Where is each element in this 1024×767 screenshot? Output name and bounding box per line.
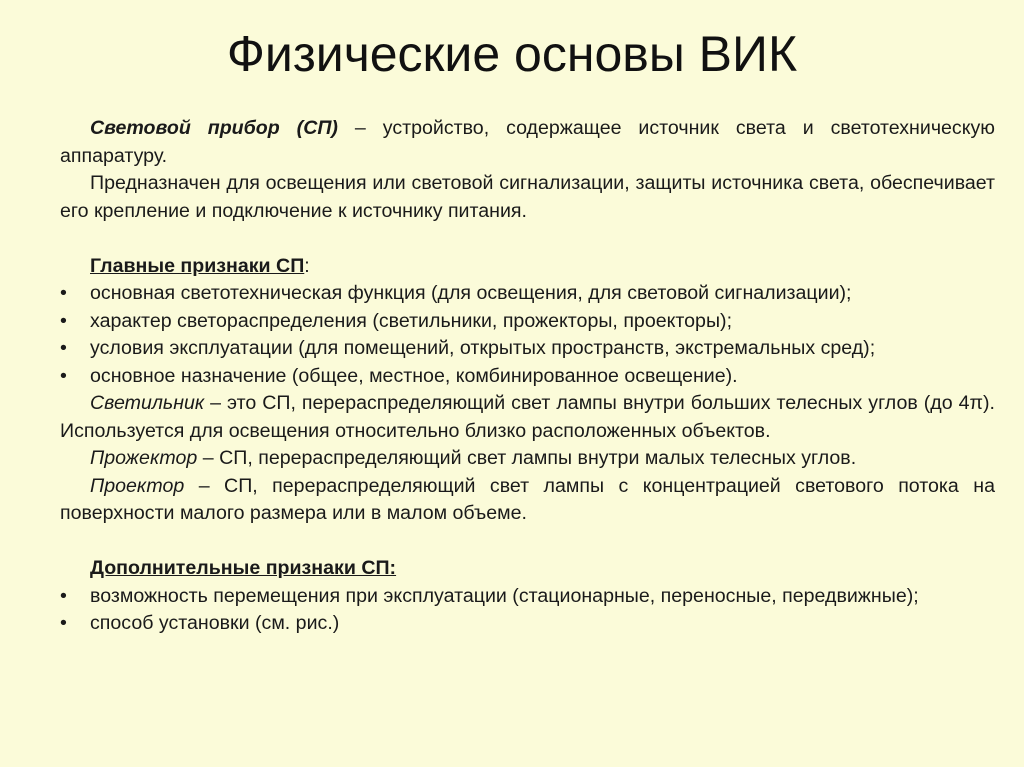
- extra-sign-item: [60, 583, 995, 611]
- main-signs-suffix: :: [304, 254, 310, 277]
- main-sign-text: условия эксплуатации (для помещений, открытых пространств, экстремальных сред);: [90, 337, 876, 359]
- type-term: Прожектор: [90, 447, 198, 469]
- spacer: [60, 225, 995, 253]
- main-sign-item: [60, 335, 995, 363]
- bullet-icon: •: [60, 309, 67, 332]
- type-text: – это СП, перераспределяющий свет лампы внутри больших телесных углов (до 4π). Используется для освещения относительно близко расположенных объектов.: [60, 392, 995, 442]
- extra-signs-heading: Дополнительные признаки СП:: [90, 557, 397, 579]
- main-sign-text: характер светораспределения (светильники, прожекторы, проекторы);: [90, 309, 733, 332]
- bullet-icon: •: [60, 337, 67, 359]
- extra-sign-text: возможность перемещения при эксплуатации (стационарные, переносные, передвижные);: [90, 584, 919, 607]
- definition-paragraph: [60, 115, 995, 170]
- slide-title: Физические основы ВИК: [226, 26, 798, 82]
- definition-text: – устройство, содержащее источник света и светотехническую аппаратуру.: [60, 117, 996, 167]
- type-text: – СП, перераспределяющий свет лампы внутри малых телесных углов.: [197, 447, 857, 469]
- main-sign-item: [60, 363, 995, 391]
- main-sign-item: [60, 280, 995, 308]
- type-paragraph-svetilnik: [60, 390, 995, 445]
- type-term: Светильник: [90, 392, 205, 414]
- slide-content: [60, 115, 995, 638]
- type-paragraph-prozhektor: [60, 445, 995, 473]
- main-sign-item: [60, 308, 995, 336]
- main-signs-heading-line: [60, 253, 995, 281]
- bullet-icon: •: [60, 282, 67, 304]
- purpose-paragraph: Предназначен для освещения или световой сигнализации, защиты источника света, обеспечивает его крепление и подключение к источнику питания.: [60, 172, 995, 222]
- main-signs-heading: Главные признаки СП: [90, 254, 305, 277]
- extra-sign-item: [60, 610, 995, 638]
- type-term: Проектор: [90, 474, 185, 497]
- bullet-icon: •: [60, 612, 67, 634]
- bullet-icon: •: [60, 364, 67, 387]
- definition-term: Световой прибор (СП): [90, 117, 338, 139]
- main-sign-text: основная светотехническая функция (для освещения, для световой сигнализации);: [90, 282, 852, 304]
- bullet-icon: •: [60, 584, 67, 607]
- type-paragraph-proektor: [60, 473, 995, 528]
- main-sign-text: основное назначение (общее, местное, комбинированное освещение).: [90, 364, 738, 387]
- type-text: – СП, перераспределяющий свет лампы с концентрацией светового потока на поверхности малого размера или в малом объеме.: [60, 474, 995, 524]
- extra-sign-text: способ установки (см. рис.): [90, 612, 340, 634]
- spacer: [60, 528, 995, 556]
